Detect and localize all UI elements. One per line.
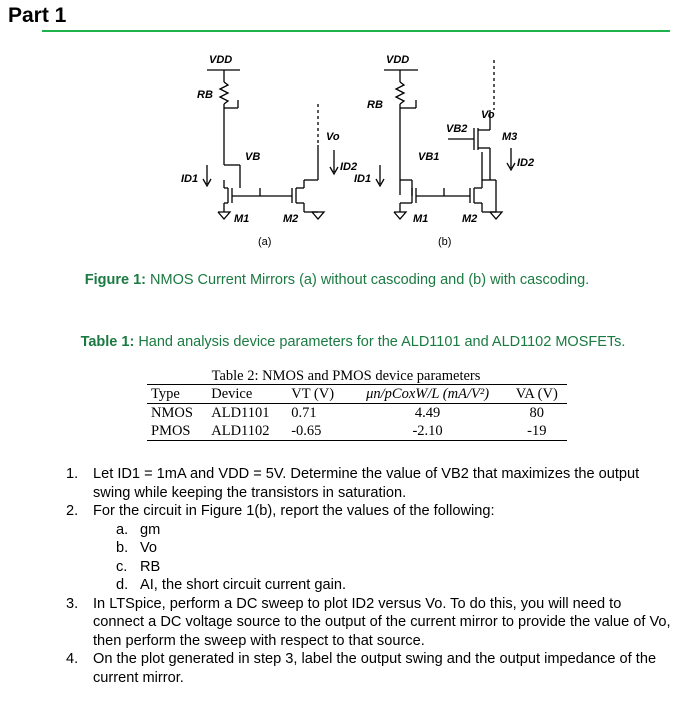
vdd-label-a: VDD	[209, 54, 233, 66]
id1-label-a: ID1	[181, 173, 199, 185]
question-text: Let ID1 = 1mA and VDD = 5V. Determine the value of VB2 that maximizes the output swing while keeping the transistors in saturation.	[93, 466, 640, 501]
table-inner-title: Table 2: NMOS and PMOS device parameters	[211, 368, 481, 384]
sub-question-letter: d.	[116, 577, 129, 593]
table-cell: NMOS	[151, 405, 193, 421]
sub-question-list	[93, 521, 676, 595]
question-text: For the circuit in Figure 1(b), report the values of the following:	[93, 503, 495, 519]
sub-question-text: RB	[140, 558, 161, 575]
sub-question-item	[93, 521, 676, 540]
table-cell: ALD1102	[211, 423, 270, 439]
table-cell: -2.10	[412, 423, 443, 439]
sub-question-item	[93, 539, 676, 558]
table-header: Device	[211, 386, 253, 402]
figure-caption	[0, 272, 684, 288]
circuit-a	[181, 54, 357, 248]
table-caption-label: Table 1:	[80, 334, 135, 350]
table-caption	[6, 334, 694, 350]
question-item	[66, 595, 676, 651]
table-header: μn/pCoxW/L (mA/V²)	[366, 386, 490, 402]
device-parameter-table	[147, 368, 567, 441]
circuit-b	[354, 54, 534, 248]
sublabel-b: (b)	[438, 236, 452, 248]
rb-label-b: RB	[367, 99, 383, 111]
table-header: Type	[151, 386, 180, 402]
table-header: VT (V)	[291, 386, 335, 402]
rb-label-a: RB	[197, 89, 213, 101]
table-cell: 4.49	[414, 405, 441, 421]
id2-label-a: ID2	[340, 161, 358, 173]
question-number: 1.	[66, 466, 79, 482]
m2-label-b: M2	[462, 213, 478, 225]
vo-label-b: Vo	[481, 109, 495, 121]
sub-question-text: gm	[140, 521, 161, 538]
sub-question-letter: c.	[116, 558, 128, 575]
sublabel-a: (a)	[258, 236, 272, 248]
sub-question-letter: a.	[116, 521, 129, 538]
m3-label-b: M3	[502, 131, 518, 143]
vb-label-a: VB	[245, 151, 261, 163]
id1-label-b: ID1	[354, 173, 372, 185]
vo-label-a: Vo	[326, 131, 340, 143]
sub-question-letter: b.	[116, 540, 129, 556]
question-text: In LTSpice, perform a DC sweep to plot ID2 versus Vo. To do this, you will need to connect a DC voltage source to the output of the current mirror to provide the value of Vo, then perform the sweep with respect to that source.	[93, 595, 671, 649]
m1-label-b: M1	[413, 213, 429, 225]
sub-question-text: AI, the short circuit current gain.	[140, 577, 347, 593]
question-item	[66, 465, 676, 502]
vb1-label-b: VB1	[418, 151, 440, 163]
vb2-label-b: VB2	[446, 123, 468, 135]
question-item	[66, 502, 676, 595]
figure-caption-label: Figure 1:	[84, 272, 146, 288]
table-header: VA (V)	[515, 386, 558, 402]
table-row	[147, 422, 567, 441]
table-cell: 0.71	[291, 405, 317, 421]
table-cell: ALD1101	[211, 405, 270, 421]
figure-1-circuits	[0, 0, 694, 260]
table-row	[147, 404, 567, 423]
table-cell: -0.65	[291, 423, 322, 439]
figure-caption-text: NMOS Current Mirrors (a) without cascoding and (b) with cascoding.	[150, 272, 590, 288]
question-text: On the plot generated in step 3, label the output swing and the output impedance of the current mirror.	[93, 651, 657, 686]
sub-question-text: Vo	[140, 540, 158, 556]
sub-question-item	[93, 558, 676, 577]
part-title: Part 1	[8, 4, 67, 27]
question-number: 4.	[66, 651, 79, 667]
id2-label-b: ID2	[517, 157, 535, 169]
table-cell: PMOS	[151, 423, 191, 439]
question-number: 2.	[66, 503, 79, 519]
question-list	[66, 465, 676, 687]
question-number: 3.	[66, 595, 79, 612]
question-item	[66, 650, 676, 687]
table-cell: 80	[529, 405, 545, 421]
vdd-label-b: VDD	[386, 54, 410, 66]
m2-label-a: M2	[283, 213, 299, 225]
sub-question-item	[93, 576, 676, 595]
m1-label-a: M1	[234, 213, 250, 225]
table-caption-text: Hand analysis device parameters for the ALD1101 and ALD1102 MOSFETs.	[138, 334, 626, 350]
table-cell: -19	[527, 423, 547, 439]
